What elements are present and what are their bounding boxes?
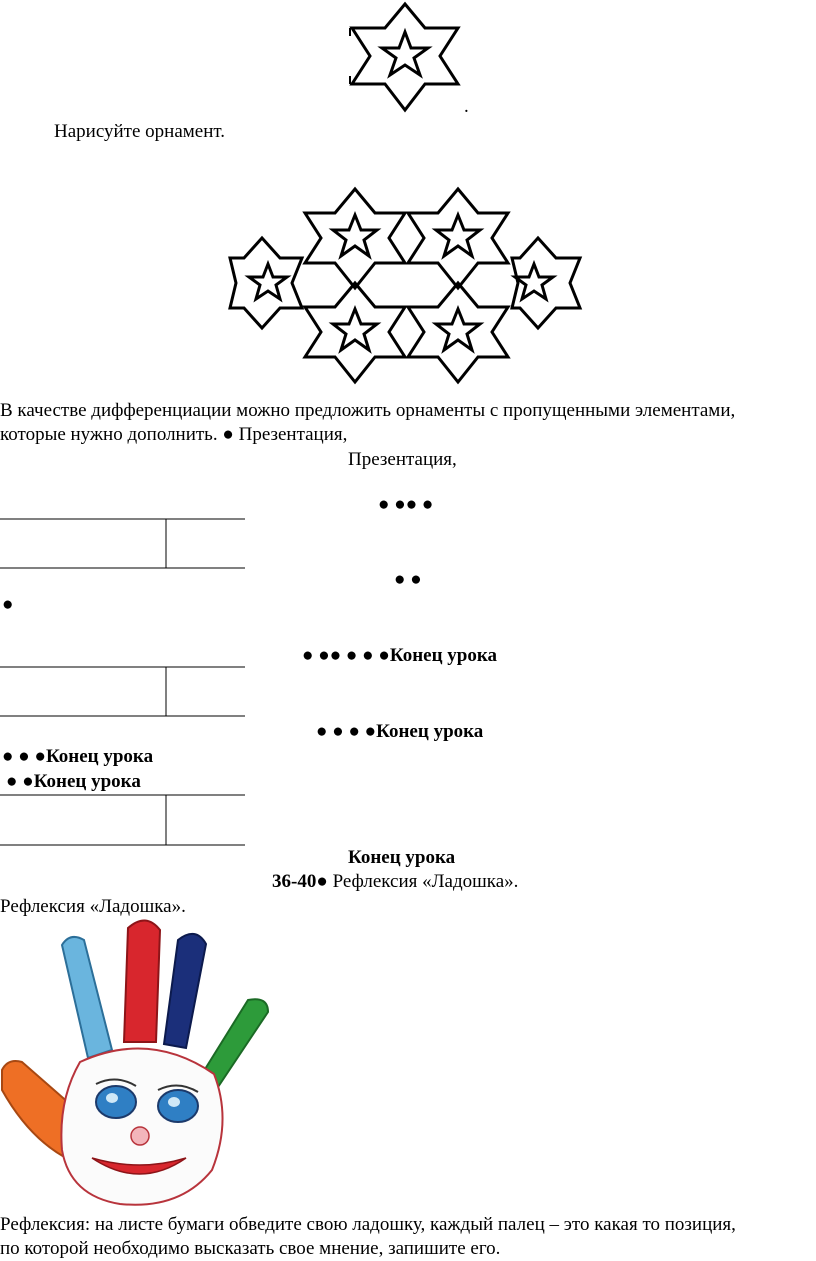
reflection-line-1: Рефлексия: на листе бумаги обведите свою ладошку, каждый палец – это какая то позиция, [0, 1214, 736, 1235]
reflection-line-2: по которой необходимо высказать свое мнение, запишите его. [0, 1238, 501, 1259]
differentiation-line-1: В качестве дифференциации можно предложить орнаменты с пропущенными элементами, [0, 400, 736, 421]
lesson-end-label: Конец урока [45, 746, 154, 767]
bullet-dot: ● [222, 424, 234, 445]
lesson-end-row-1 [302, 645, 497, 667]
lesson-end-label: Конец урока [33, 771, 141, 792]
bullet-group: ● ●● ● ● ● [302, 645, 390, 666]
bullet-row-2: ● ● [394, 569, 422, 590]
lesson-end-row-4 [6, 771, 141, 793]
presentation-inline: Презентация, [238, 424, 348, 445]
lesson-end-row-2 [316, 721, 483, 743]
reflection-title-left: Рефлексия «Ладошка». [0, 896, 186, 917]
small-dot: . [464, 96, 469, 117]
reflection-title-center: Рефлексия «Ладошка». [332, 871, 519, 892]
bullet-row-3: ● [2, 594, 14, 615]
slide-reflection-line [272, 871, 518, 893]
differentiation-line-2 [0, 424, 347, 446]
ornament-star-icon [230, 189, 580, 382]
bullet-dot: ● [316, 871, 328, 892]
lesson-end-centered: Конец урока [348, 847, 456, 868]
lesson-end-row-3 [2, 746, 153, 768]
bullet-group: ● ● ● ● [316, 721, 377, 742]
instruction-text: Нарисуйте орнамент. [54, 121, 226, 142]
palm-drawing-icon [2, 920, 268, 1204]
top-star-icon [352, 4, 458, 110]
bullet-group: ● ● [6, 771, 34, 792]
bullet-group: ● ● ● [2, 746, 46, 767]
table-grid [0, 519, 245, 845]
slide-range: 36-40 [272, 871, 317, 892]
lesson-end-label: Конец урока [389, 645, 497, 666]
bullet-row-1: ● ●● ● [378, 494, 434, 515]
presentation-centered: Презентация, [348, 449, 457, 470]
differentiation-text: которые нужно дополнить. [0, 424, 218, 445]
lesson-end-label: Конец урока [376, 721, 484, 742]
